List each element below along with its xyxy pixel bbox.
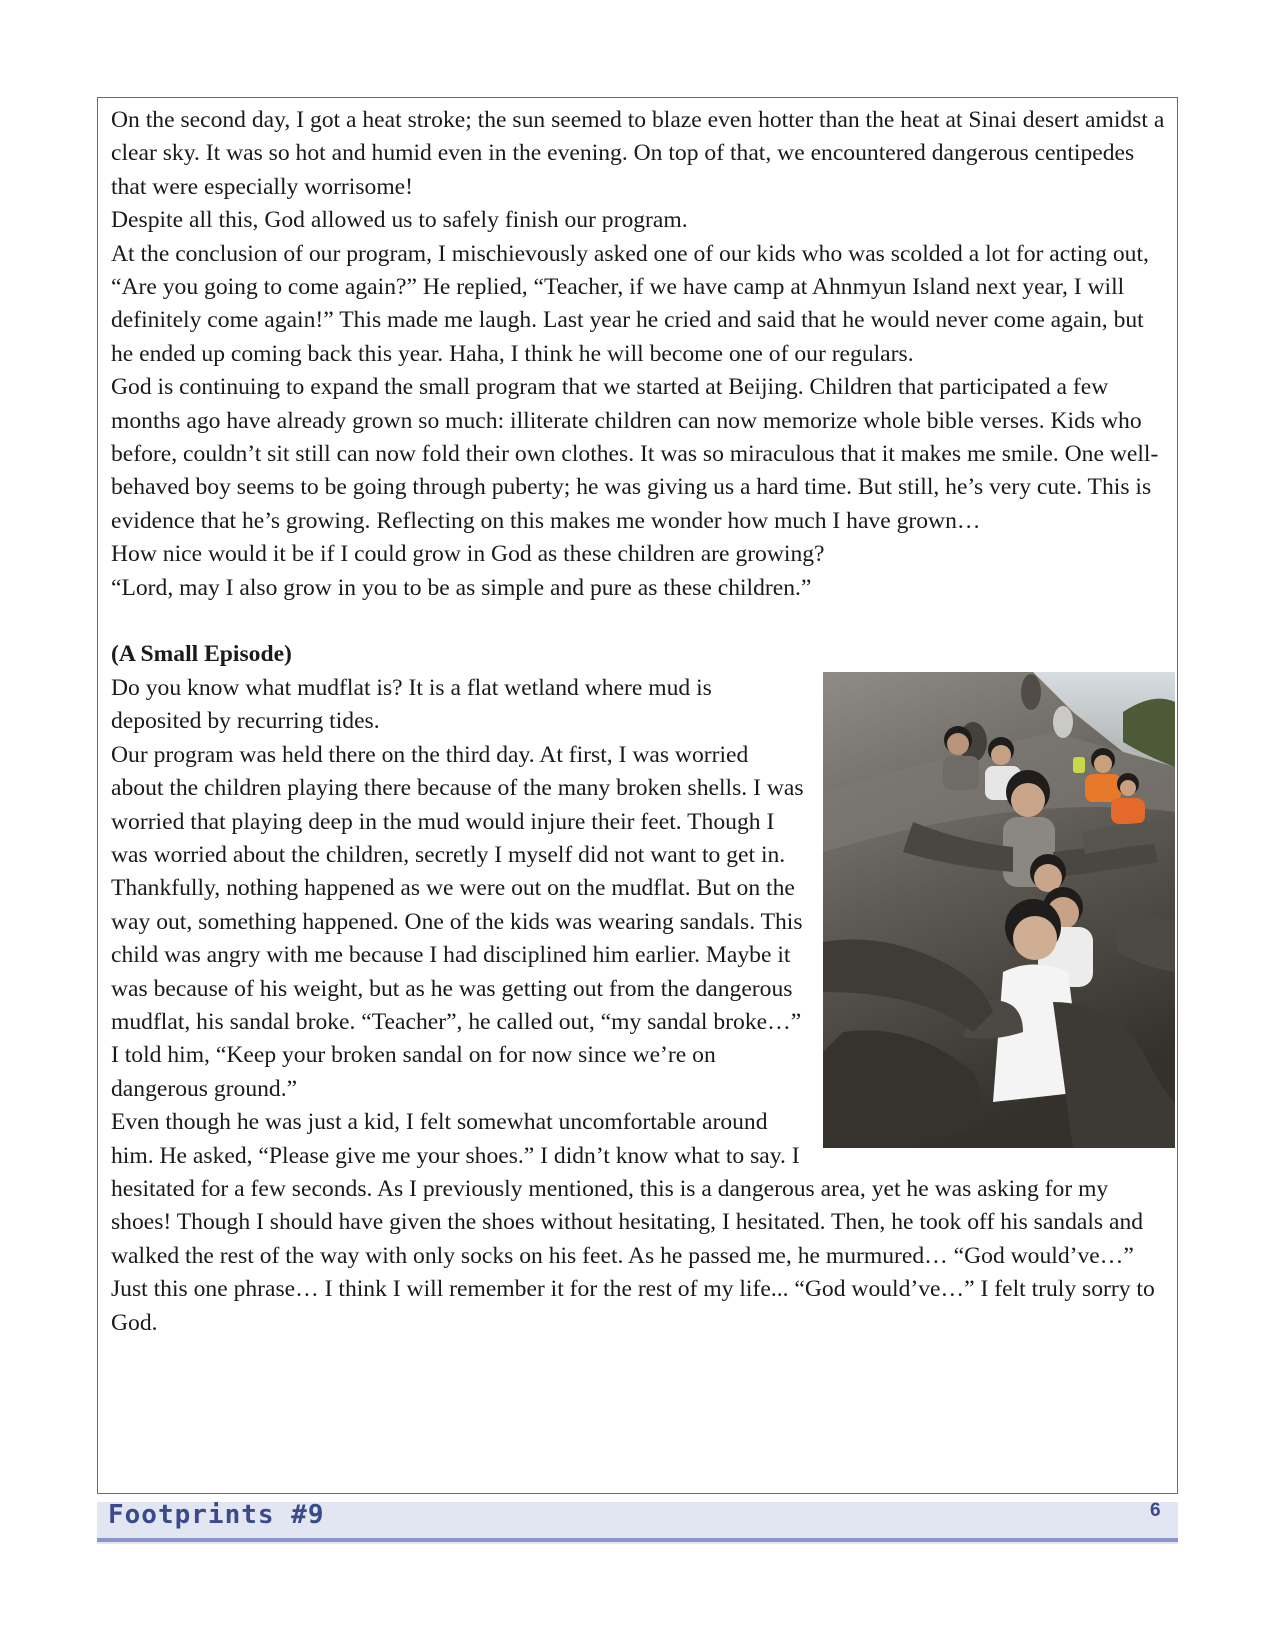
paragraph: Despite all this, God allowed us to safely finish our program. xyxy=(111,207,688,234)
paragraph: God is continuing to expand the small program that we started at Beijing. Children that participated a few months ago have already grown so much: illiterate children can now memorize whole bible verses. Kids who before, couldn’t sit still can now fold their own clothes. It was so miraculous that it makes me smile. One well-behaved boy seems to be going through puberty; he was giving us a hard time. But still, he’s very cute. This is evidence that he’s growing. Reflecting on this makes me wonder how much I have grown… xyxy=(111,374,1159,534)
paragraph: Do you know what mudflat is? It is a flat wetland where mud is deposited by recurring tides. xyxy=(111,674,712,735)
paragraph: On the second day, I got a heat stroke; the sun seemed to blaze even hotter than the heat at Sinai desert amidst a clear sky. It was so hot and humid even in the evening. On top of that, we encountered dangerous centipedes that were especially worrisome! xyxy=(111,107,1165,200)
paragraph: Even though he was just a kid, I felt somewhat uncomfortable around him. He asked, “Please give me your shoes.” I didn’t know what to say. I hesitated for a few seconds. As I previously mentioned, this is a dangerous area, yet he was asking for my shoes! Though I should have given the shoes without hesitating, I hesitated. Then, he took off his sandals and walked the rest of the way with only socks on his feet. As he passed me, he murmured… “God would’ve…” Just this one phrase… I think I will remember it for the rest of my life... “God would’ve…” I felt truly sorry to God. xyxy=(111,1109,1155,1336)
mudflat-photo xyxy=(823,672,1175,1148)
page-number: 6 xyxy=(1150,1500,1161,1521)
section-heading: (A Small Episode) xyxy=(111,641,292,668)
article-body xyxy=(111,104,1171,1340)
paragraph: How nice would it be if I could grow in God as these children are growing? xyxy=(111,541,825,568)
paragraph: At the conclusion of our program, I mischievously asked one of our kids who was scolded a lot for acting out, “Are you going to come again?” He replied, “Teacher, if we have camp at Ahnmyun Island next year, I will definitely come again!” This made me laugh. Last year he cried and said that he would never come again, but he ended up coming back this year. Haha, I think he will become one of our regulars. xyxy=(111,240,1149,367)
footer-rule xyxy=(97,1538,1178,1542)
paragraph: “Lord, may I also grow in you to be as simple and pure as these children.” xyxy=(111,574,812,601)
newsletter-title: Footprints #9 xyxy=(108,1500,325,1530)
paragraph: Our program was held there on the third day. At first, I was worried about the children playing there because of the many broken shells. I was worried that playing deep in the mud would injure their feet. Though I was worried about the children, secretly I myself did not want to get in. Thankfully, nothing happened as we were out on the mudflat. But on the way out, something happened. One of the kids was wearing sandals. This child was angry with me because I had disciplined him earlier. Maybe it was because of his weight, but as he was getting out from the dangerous mudflat, his sandal broke. “Teacher”, he called out, “my sandal broke…” I told him, “Keep your broken sandal on for now since we’re on dangerous ground.” xyxy=(111,741,804,1102)
